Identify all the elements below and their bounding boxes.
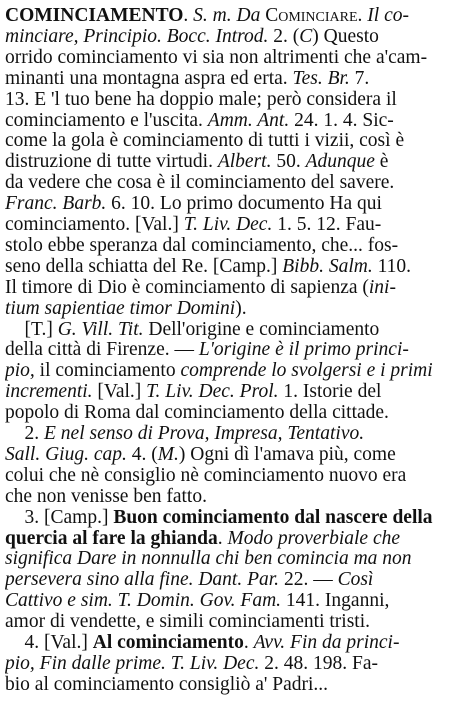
entry-text: incrementi. [5, 381, 93, 403]
entry-text: amor di vendette, e simili cominciamenti tristi. [5, 611, 370, 633]
entry-text: stolo ebbe speranza dal cominciamento, che... fos- [5, 234, 399, 256]
entry-text: bio al cominciamento consigliò a' Padri... [5, 673, 329, 695]
entry-text: Modo proverbiale che [227, 527, 401, 549]
entry-text: pio, [5, 360, 35, 382]
entry-text: Al cominciamento [92, 632, 244, 653]
entry-text: ini- [368, 276, 396, 298]
entry-text: . [183, 5, 194, 26]
entry-text: [Val.] [92, 381, 147, 403]
entry-text: 4. [Val.] [5, 632, 93, 653]
entry-text: E nel senso di Prova, Impresa, Tentativo. [44, 423, 365, 444]
entry-text: comprende lo svolgersi e i primi [180, 360, 433, 382]
entry-text: cominciamento e l'uscita. [5, 109, 208, 131]
entry-text: Avv. Fin da princi- [253, 632, 400, 653]
entry-text: G. Vill. Tit. [57, 318, 144, 340]
entry-text: [T.] [5, 318, 58, 340]
entry-text: Così [337, 569, 374, 591]
entry-text: minanti una montagna aspra ed erta. [5, 67, 293, 89]
entry-text: 2. ( [268, 25, 300, 47]
entry-text: seno della schiatta del Re. [Camp.] [5, 255, 283, 277]
entry-text: Sall. Giug. cap. [5, 443, 127, 465]
entry-text: Buon cominciamento dal nascere della [113, 506, 433, 528]
entry-text: M. [157, 443, 179, 465]
entry-text: orrido cominciamento vi sia non altrimenti che a'cam- [5, 46, 428, 68]
entry-text: persevera sino alla fine. Dant. Par. [5, 569, 280, 591]
entry-text: Bibb. Salm. [282, 255, 373, 277]
entry-text: Tes. Br. [292, 67, 350, 89]
entry-text: 4. ( [126, 443, 158, 465]
entry-text: 110. [372, 255, 411, 277]
entry-text: 7. [349, 67, 370, 89]
entry-text: Cattivo e sim. T. Domin. Gov. Fam. [5, 590, 282, 612]
entry-text: come la gola è cominciamento di tutti i vizii, così è [5, 130, 405, 152]
entry-text: tium sapientiae timor Domini [5, 297, 236, 319]
entry-text: popolo di Roma dal cominciamento della cittade. [5, 402, 389, 424]
entry-text: COMINCIAMENTO [5, 5, 184, 26]
entry-text: 24. 1. 4. Sic- [289, 109, 394, 131]
entry-text: C [299, 25, 313, 47]
entry-text: Il co- [367, 5, 409, 26]
entry-text: Dell'origine e cominciamento [143, 318, 380, 340]
entry-text: Albert. [217, 151, 272, 173]
entry-text: significa Dare in nonnulla chi ben comincia ma non [5, 548, 412, 570]
entry-text: T. Liv. Dec. Prol. [146, 381, 279, 403]
entry-text: ) Questo [312, 25, 379, 47]
entry-text: ) Ogni dì l'amava più, come [178, 443, 396, 465]
entry-text: della città di Firenze. — [5, 339, 199, 361]
entry-text: Cominciare [265, 5, 358, 26]
entry-text: . [217, 527, 228, 549]
entry-text: Il timore di Dio è cominciamento di sapienza ( [5, 276, 369, 298]
entry-text: 2. 48. 198. Fa- [259, 652, 378, 674]
entry-text: è [374, 151, 389, 173]
entry-text: cominciamento. [Val.] [5, 214, 184, 235]
entry-text: 6. 10. Lo primo documento Ha qui [106, 193, 382, 215]
entry-text: S. m. Da [193, 5, 266, 26]
entry-text: . [243, 632, 254, 653]
entry-text: pio, Fin dalle prime. T. Liv. Dec. [5, 652, 260, 674]
entry-text: T. Liv. Dec. [183, 214, 273, 235]
entry-text: Franc. Barb. [5, 193, 107, 215]
entry-text: 22. — [279, 569, 338, 591]
entry-text: quercia al fare la ghianda [5, 527, 218, 549]
entry-text: . [357, 5, 368, 26]
entry-text: 50. [271, 151, 306, 173]
entry-text: L'origine è il primo princi- [198, 339, 409, 361]
entry-text: colui che nè consiglio nè cominciamento nuovo era [5, 464, 407, 486]
entry-text: Amm. Ant. [207, 109, 290, 131]
entry-text: 1. Istorie del [278, 381, 382, 403]
entry-text: 1. 5. 12. Fau- [272, 214, 382, 235]
entry-line [5, 672, 467, 697]
entry-text: minciare, Principio. Bocc. Introd. [5, 25, 269, 47]
entry-text: ). [235, 297, 247, 319]
entry-text: 3. [Camp.] [5, 506, 114, 528]
entry-text: che non venisse ben fatto. [5, 485, 207, 507]
entry-text: 13. E 'l tuo bene ha doppio male; però considera il [5, 88, 397, 110]
entry-text: il cominciamento [34, 360, 181, 382]
entry-text: Adunque [305, 151, 375, 173]
entry-text: 2. [5, 423, 44, 444]
entry-text: distruzione di tutte virtudi. [5, 151, 218, 173]
entry-text: da vedere che cosa è il cominciamento del savere. [5, 172, 395, 194]
entry-text: 141. Inganni, [281, 590, 390, 612]
